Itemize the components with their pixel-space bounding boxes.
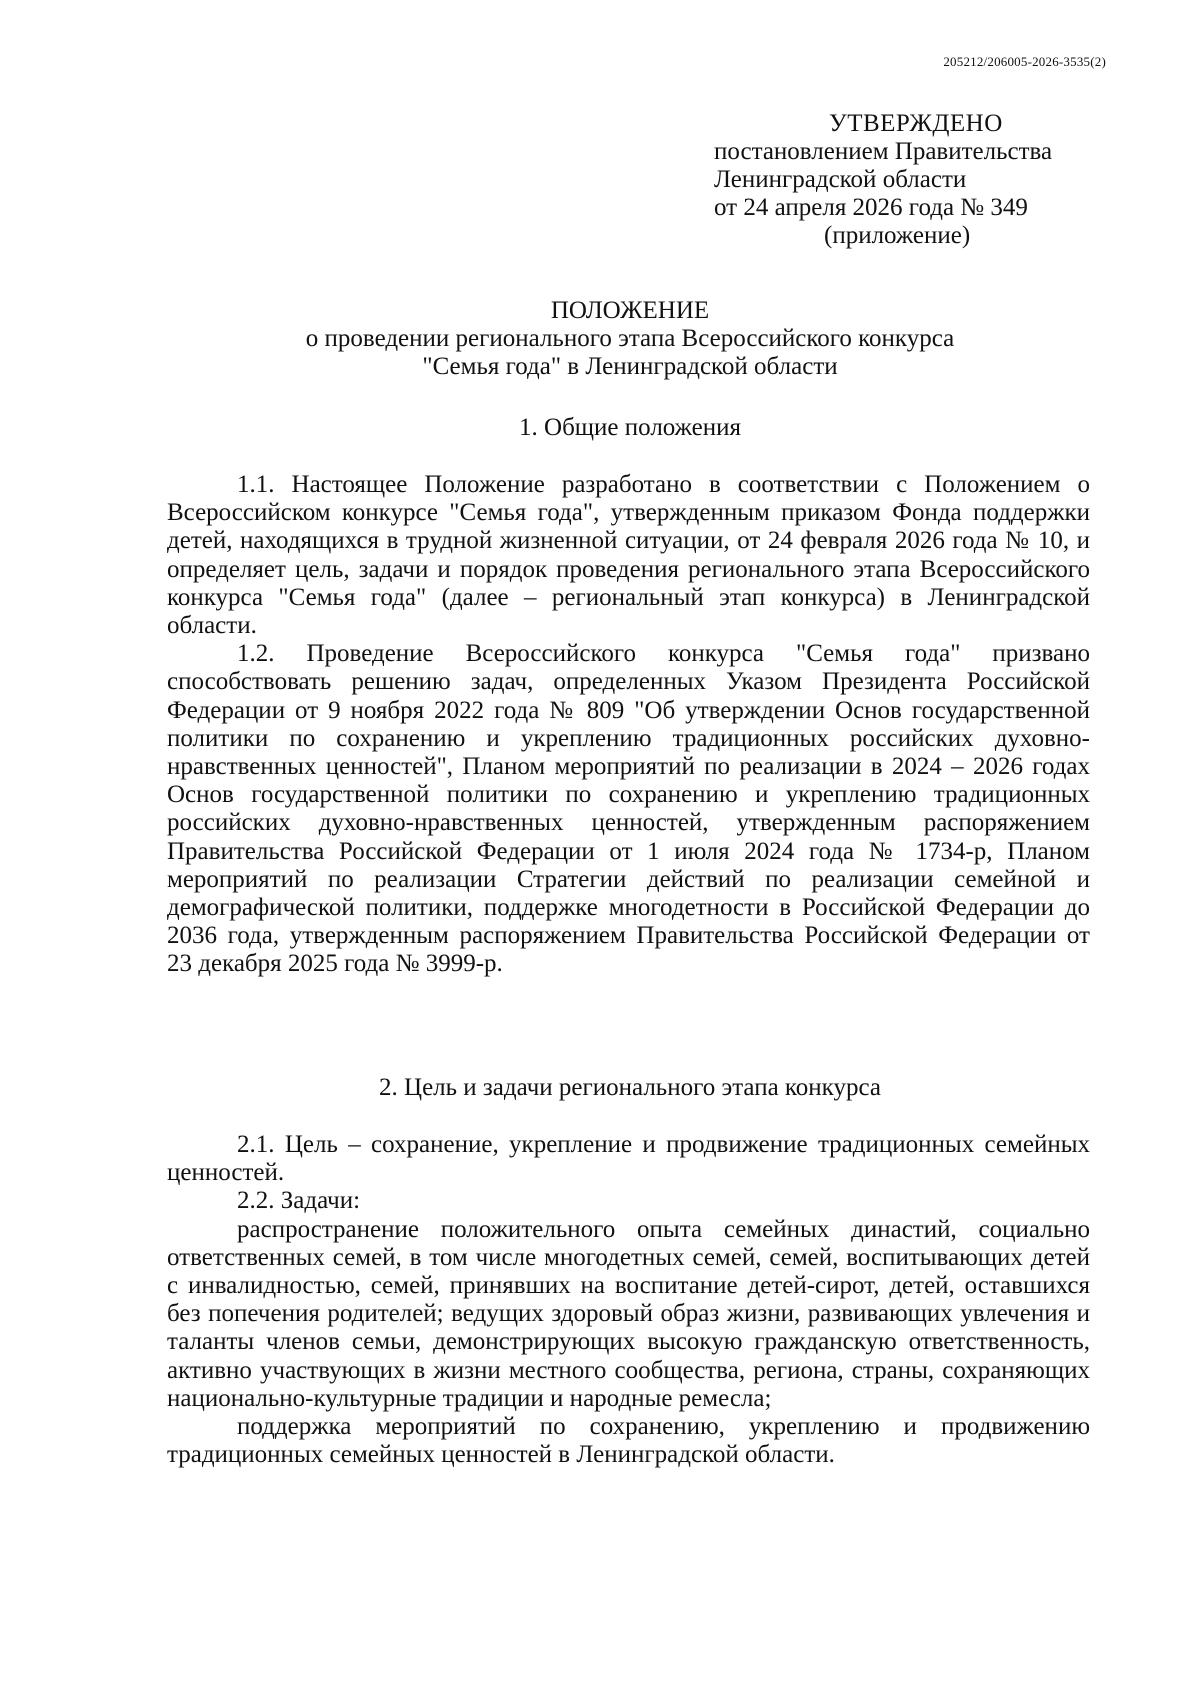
section-2-body	[167, 1131, 1090, 1469]
approval-stamp-block	[714, 110, 1114, 250]
approval-line-region: Ленинградской области	[714, 166, 967, 193]
approval-line-resolution: постановлением Правительства	[714, 138, 1053, 165]
document-title: ПОЛОЖЕНИЕ	[550, 297, 710, 324]
approval-line-appendix: (приложение)	[824, 222, 971, 249]
paragraph-2-2: 2.2. Задачи:	[237, 1187, 361, 1215]
document-subtitle-line-1: о проведении регионального этапа Всероссийского конкурса	[305, 325, 955, 352]
section-1-heading: 1. Общие положения	[519, 414, 741, 441]
approval-line-date: от 24 апреля 2026 года № 349	[714, 194, 1028, 221]
paragraph-2-2-task-1: распространение положительного опыта семейных династий, социально ответственных семей, в том числе многодетных семей, семей, воспитывающих детей с инвалидностью, семей, принявших на воспитание детей-сирот, детей, оставшихся без попечения родителей; ведущих здоровый образ жизни, развивающих увлечения и таланты членов семьи, демонстрирующих высокую гражданскую ответственность, активно участвующих в жизни местного сообщества, региона, страны, сохраняющих национально-культурные традиции и народные ремесла;	[167, 1215, 1090, 1412]
document-subtitle-line-2: "Семья года" в Ленинградской области	[422, 353, 838, 380]
section-2-heading: 2. Цель и задачи регионального этапа конкурса	[379, 1074, 881, 1101]
paragraph-1-2: 1.2. Проведение Всероссийского конкурса "Семья года" призвано способствовать решению задач, определенных Указом Президента Российской Федерации от 9 ноября 2022 года № 809 "Об утверждении Основ государственной политики по сохранению и укреплению традиционных российских духовно-нравственных ценностей", Планом мероприятий по реализации в 2024 – 2026 годах Основ государственной политики по сохранению и укреплению традиционных российских духовно-нравственных ценностей, утвержденным распоряжением Правительства Российской Федерации от 1 июля 2024 года № 1734-р, Планом мероприятий по реализации Стратегии действий по реализации семейной и демографической политики, поддержке многодетности в Российской Федерации до 2036 года, утвержденным распоряжением Правительства Российской Федерации от 23 декабря 2025 года № 3999-р.	[167, 640, 1090, 978]
section-1-body	[167, 471, 1090, 979]
document-title-block	[0, 297, 1200, 381]
paragraph-1-1: 1.1. Настоящее Положение разработано в соответствии с Положением о Всероссийском конкурсе "Семья года", утвержденным приказом Фонда поддержки детей, находящихся в трудной жизненной ситуации, от 24 февраля 2026 года № 10, и определяет цель, задачи и порядок проведения регионального этапа Всероссийского конкурса "Семья года" (далее – региональный этап конкурса) в Ленинградской области.	[167, 471, 1090, 640]
paragraph-2-2-task-2: поддержка мероприятий по сохранению, укреплению и продвижению традиционных семейных ценностей в Ленинградской области.	[167, 1413, 1090, 1469]
document-registration-number: 205212/206005-2026-3535(2)	[943, 54, 1106, 69]
paragraph-2-1: 2.1. Цель – сохранение, укрепление и продвижение традиционных семейных ценностей.	[167, 1131, 1090, 1187]
approval-title: УТВЕРЖДЕНО	[829, 110, 1003, 137]
